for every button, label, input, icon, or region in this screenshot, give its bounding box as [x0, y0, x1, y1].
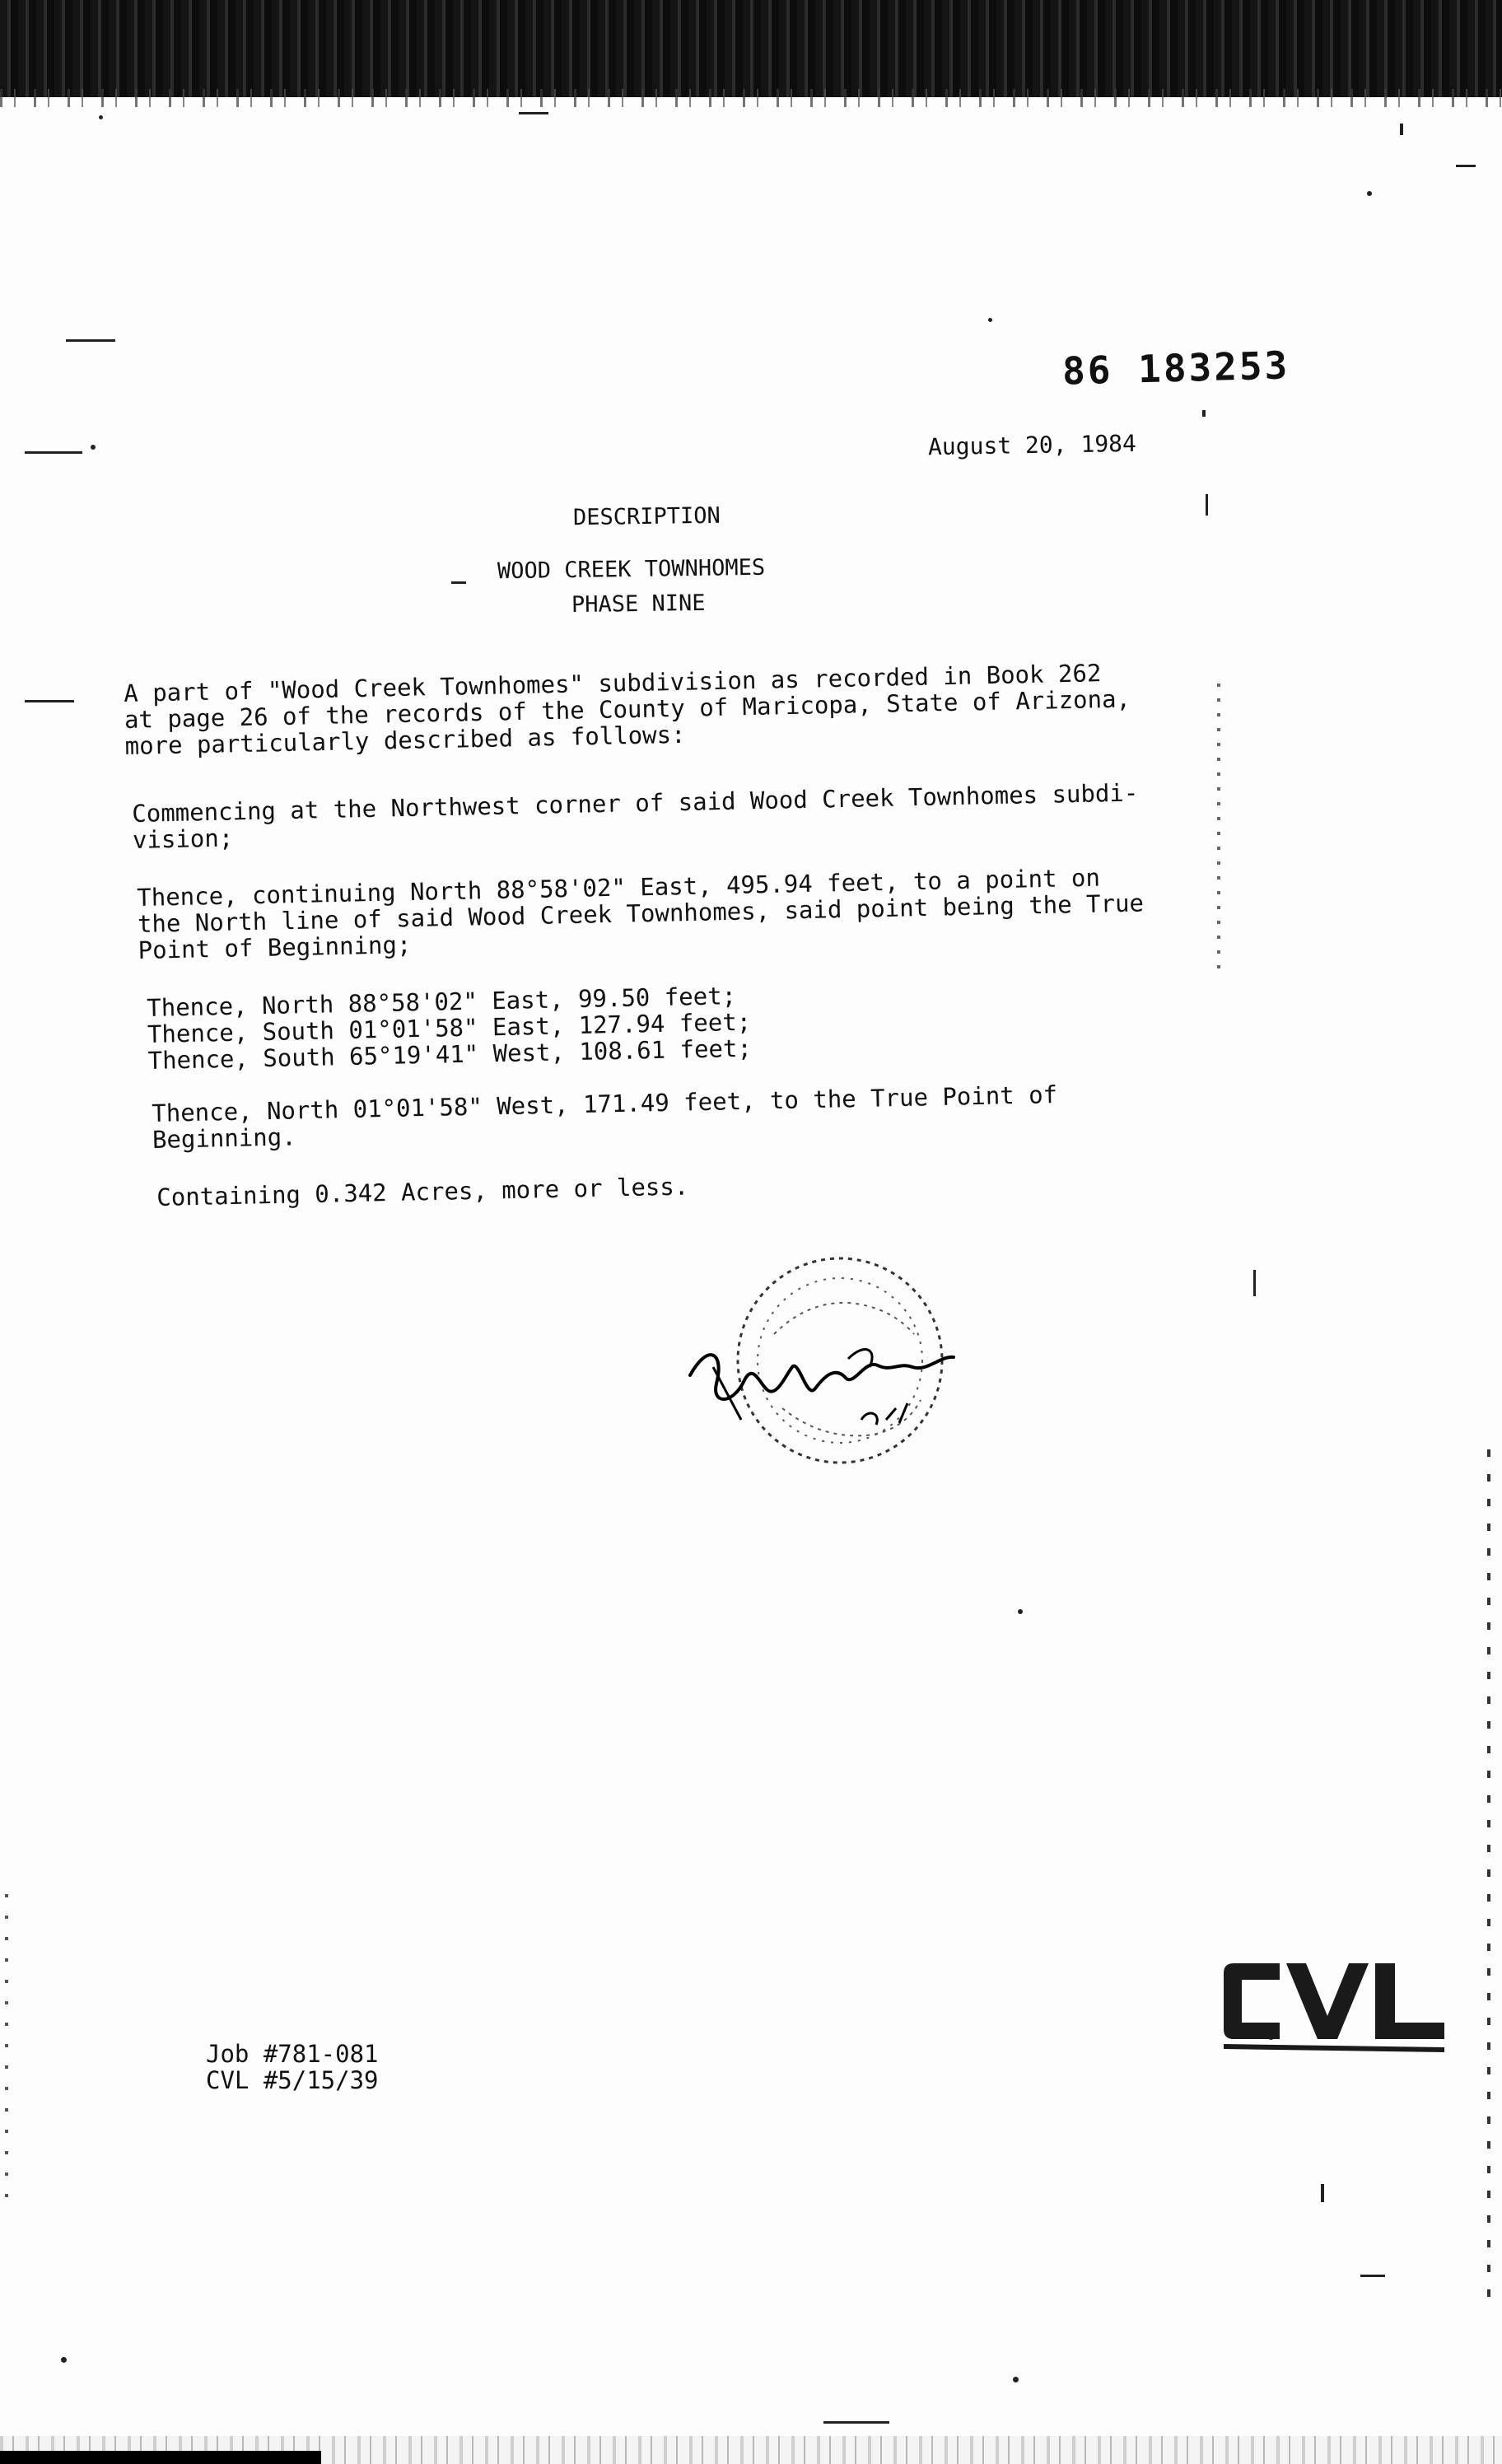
area-statement: Containing 0.342 Acres, more or less.: [156, 1172, 689, 1211]
margin-noise-far-right: [1487, 1449, 1490, 2314]
scan-speck: [25, 700, 74, 702]
scan-speck: [1400, 124, 1403, 135]
scan-speck: [25, 451, 82, 454]
scan-speck: [66, 339, 115, 342]
scan-speck: [988, 318, 992, 322]
phase-heading: PHASE NINE: [571, 590, 706, 618]
scan-speck: [1360, 2275, 1385, 2277]
margin-noise-right: [1217, 684, 1220, 980]
scan-speck: [1018, 1609, 1023, 1614]
intro-paragraph: A part of "Wood Creek Townhomes" subdivision as recorded in Book 262 at page 26 of the records of the County of Maricopa, State of Arizona, more particularly described as follows:: [123, 659, 1131, 760]
scan-speck: [1367, 191, 1372, 196]
scan-top-border: [0, 0, 1502, 97]
scan-top-edge-noise: [0, 89, 1502, 107]
scan-speck: [519, 112, 548, 114]
project-name: WOOD CREEK TOWNHOMES: [497, 554, 766, 585]
margin-noise-left: [5, 1894, 8, 2207]
first-course-paragraph: Thence, continuing North 88°58'02" East, 495.94 feet, to a point on the North line of said Wood Creek Townhomes, said point being the True Point of Beginning;: [136, 863, 1145, 964]
scan-speck: [823, 2421, 889, 2424]
scan-speck: [91, 445, 96, 450]
document-date: August 20, 1984: [927, 429, 1137, 461]
cvl-logo: [1220, 1952, 1451, 2054]
scan-bottom-black-strip: [0, 2451, 321, 2464]
job-reference: Job #781-081 CVL #5/15/39: [206, 2040, 379, 2094]
recording-number: 86 183253: [1061, 343, 1290, 394]
document-title: DESCRIPTION: [572, 502, 721, 531]
scan-speck: [1202, 410, 1206, 417]
scan-speck: [1253, 1270, 1256, 1296]
scan-speck: [1206, 494, 1208, 516]
scan-speck: [61, 2357, 67, 2363]
scan-speck: [99, 115, 103, 119]
scan-speck: [1013, 2377, 1019, 2382]
commencing-paragraph: Commencing at the Northwest corner of said Wood Creek Townhomes subdi- vision;: [131, 778, 1139, 854]
scan-speck: [1456, 165, 1476, 167]
courses-list: Thence, North 88°58'02" East, 99.50 feet; Thence, South 01°01'58" East, 127.94 feet; Thence, South 65°19'41" West, 108.61 feet;: [146, 982, 753, 1075]
scan-speck: [1321, 2184, 1324, 2202]
scan-speck: [451, 581, 466, 584]
surveyor-seal-with-signature: [683, 1244, 955, 1487]
closing-course-paragraph: Thence, North 01°01'58" West, 171.49 feet, to the True Point of Beginning.: [151, 1080, 1058, 1154]
